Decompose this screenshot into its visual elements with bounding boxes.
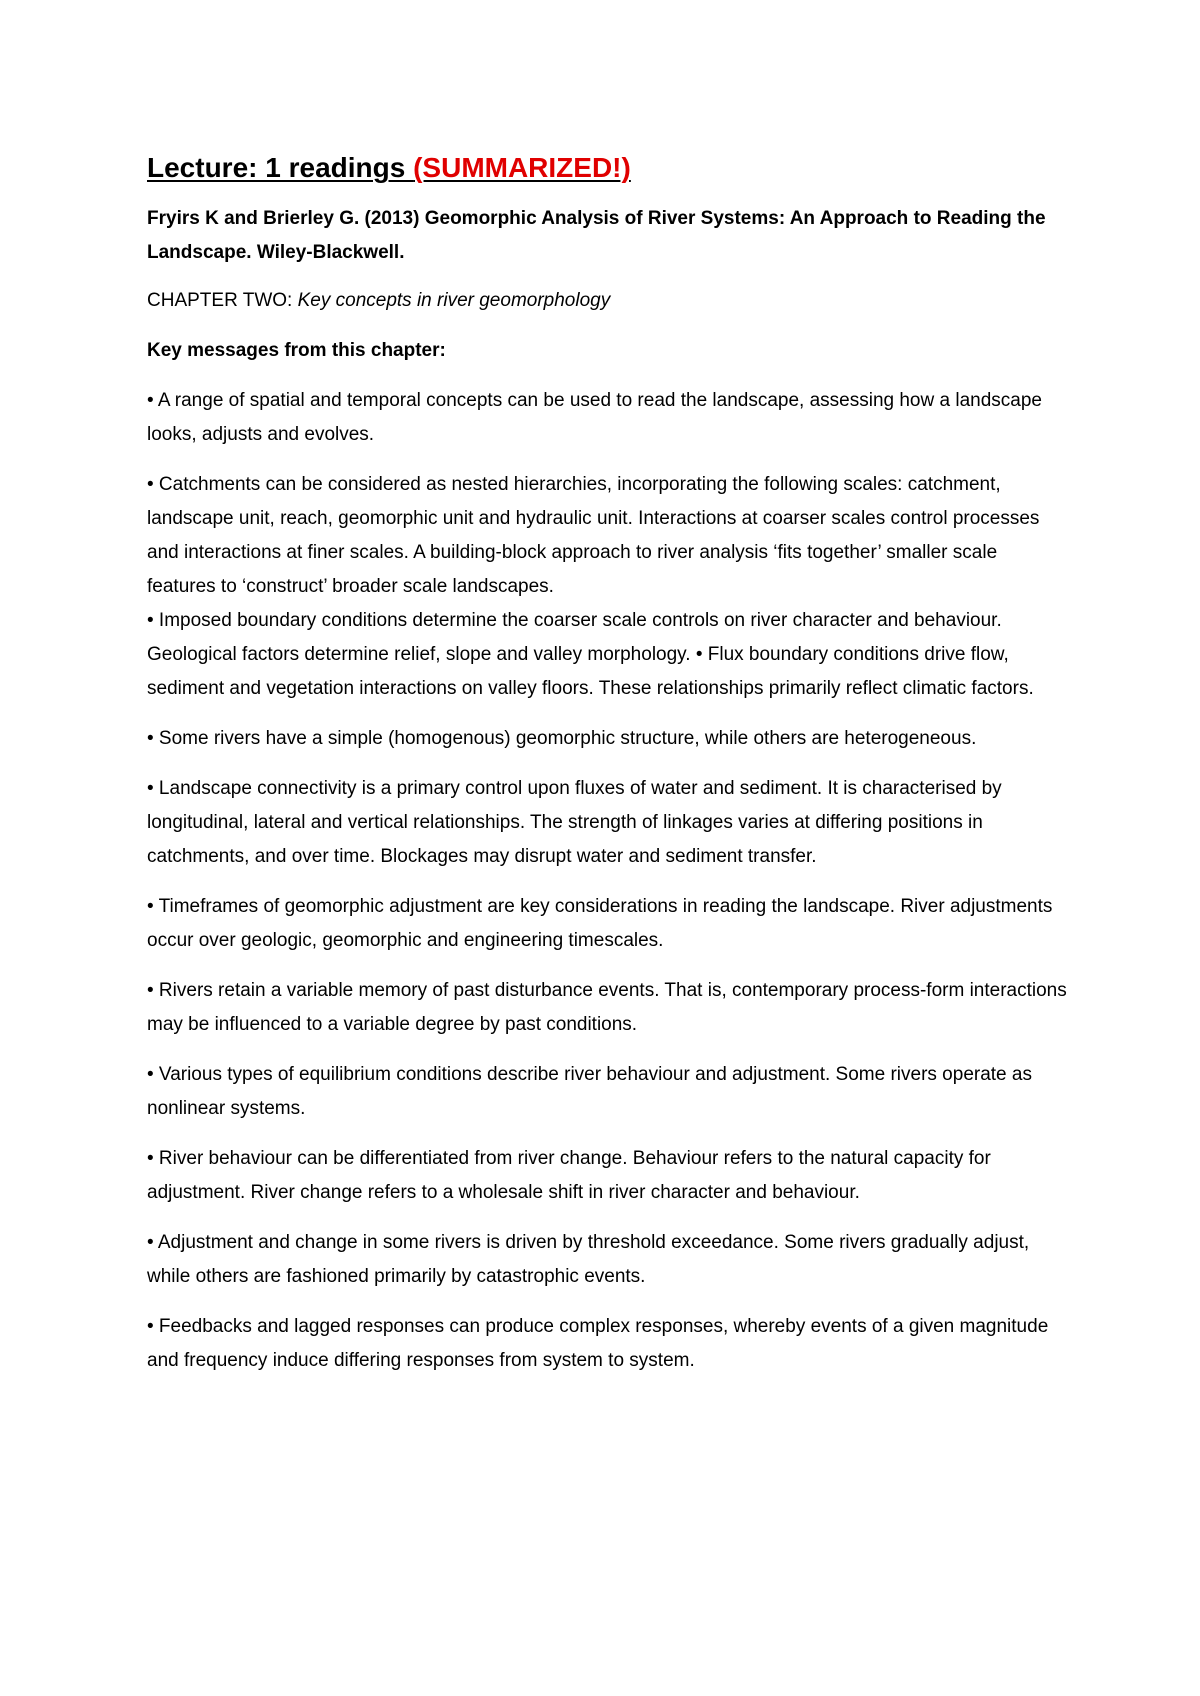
list-item: • Timeframes of geomorphic adjustment are key considerations in reading the landscape. River adjustments occur over geologic, geomorphic and engineering timescales.	[147, 896, 1053, 951]
list-item: • Various types of equilibrium conditions describe river behaviour and adjustment. Some rivers operate as nonlinear systems.	[147, 1064, 1032, 1119]
list-item: • Imposed boundary conditions determine the coarser scale controls on river character and behaviour. Geological factors determine relief, slope and valley morphology. • Flux boundary conditions drive flow, sediment and vegetation interactions on valley floors. These relationships primarily reflect climatic factors.	[147, 610, 1034, 699]
chapter-label: CHAPTER TWO:	[147, 290, 298, 311]
document-body	[147, 150, 1067, 1394]
title-text: Lecture: 1 readings	[147, 152, 414, 183]
key-messages-heading: Key messages from this chapter:	[147, 340, 446, 361]
citation: Fryirs K and Brierley G. (2013) Geomorphic Analysis of River Systems: An Approach to Reading the Landscape. Wiley-Blackwell.	[147, 208, 1046, 263]
list-item: • Some rivers have a simple (homogenous) geomorphic structure, while others are heterogeneous.	[147, 728, 977, 749]
list-item: • Catchments can be considered as nested hierarchies, incorporating the following scales: catchment, landscape unit, reach, geomorphic unit and hydraulic unit. Interactions at coarser scales control processes and interactions at finer scales. A building-block approach to river analysis ‘fits together’ smaller scale features to ‘construct’ broader scale landscapes.	[147, 474, 1040, 597]
list-item: • Landscape connectivity is a primary control upon fluxes of water and sediment. It is characterised by longitudinal, lateral and vertical relationships. The strength of linkages varies at differing positions in catchments, and over time. Blockages may disrupt water and sediment transfer.	[147, 778, 1002, 867]
page-title	[147, 150, 1067, 186]
list-item: • Feedbacks and lagged responses can produce complex responses, whereby events of a given magnitude and frequency induce differing responses from system to system.	[147, 1316, 1049, 1371]
key-messages-list	[147, 384, 1067, 1378]
list-item: • Rivers retain a variable memory of past disturbance events. That is, contemporary process-form interactions may be influenced to a variable degree by past conditions.	[147, 980, 1067, 1035]
title-accent: (SUMMARIZED!)	[413, 152, 631, 183]
chapter-title: Key concepts in river geomorphology	[297, 290, 611, 311]
list-item: • River behaviour can be differentiated from river change. Behaviour refers to the natural capacity for adjustment. River change refers to a wholesale shift in river character and behaviour.	[147, 1148, 991, 1203]
list-item: • Adjustment and change in some rivers is driven by threshold exceedance. Some rivers gradually adjust, while others are fashioned primarily by catastrophic events.	[147, 1232, 1030, 1287]
chapter-heading	[147, 284, 1067, 318]
list-item: • A range of spatial and temporal concepts can be used to read the landscape, assessing how a landscape looks, adjusts and evolves.	[147, 390, 1042, 445]
